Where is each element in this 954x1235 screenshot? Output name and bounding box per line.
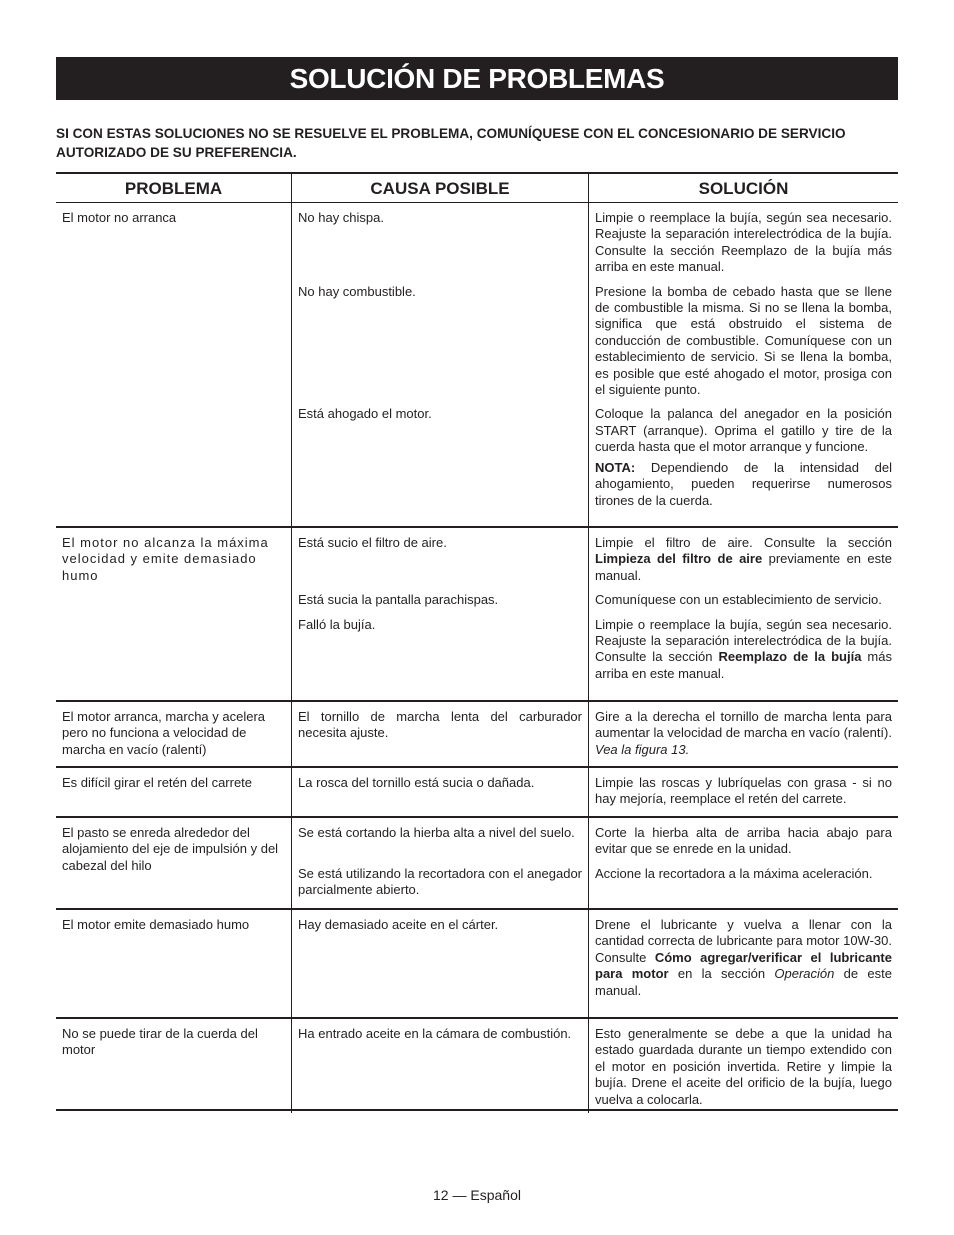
cause-cell: Hay demasiado aceite en el cárter. <box>291 910 588 1017</box>
cause-solution-entry <box>291 528 898 589</box>
solution-paragraph <box>595 825 892 858</box>
cause-solution-entry <box>291 1019 898 1113</box>
solution-cell <box>588 528 898 589</box>
header-solution: SOLUCIÓN <box>588 174 898 202</box>
bold-text: Limpieza del filtro de aire <box>595 551 763 567</box>
solution-text: Limpie las roscas y lubríquelas con grasa - si no hay mejoría, reemplace el retén del carrete. <box>595 775 892 807</box>
solution-cell <box>588 203 898 281</box>
page-title: SOLUCIÓN DE PROBLEMAS <box>56 57 898 100</box>
problem-cell: El motor no alcanza la máxima velocidad y emite demasiado humo <box>62 535 269 583</box>
table-row <box>56 818 898 910</box>
solution-text: Presione la bomba de cebado hasta que se llene de combustible la misma. Si no se llena la bomba, significa que está obstruido el sistema de conducción de combustible. Comuníquese con un establecimiento de servicio. Si se llena la bomba, es posible que esté ahogado el motor, prosiga con el siguiente punto. <box>595 283 892 398</box>
bold-text: Cómo agregar/verificar el lubricante para motor <box>595 949 892 982</box>
solution-paragraph <box>595 284 892 399</box>
solution-cell <box>588 614 898 700</box>
solution-paragraph <box>595 406 892 455</box>
table-row <box>56 528 898 702</box>
solution-paragraph <box>595 775 892 808</box>
solution-paragraph <box>595 917 892 999</box>
problem-cell: El motor arranca, marcha y acelera pero no funciona a velocidad de marcha en vacío (ralentí) <box>62 709 266 757</box>
cause-solution-group <box>291 768 898 816</box>
troubleshooting-table <box>56 172 898 1111</box>
cause-cell: Está sucia la pantalla parachispas. <box>291 589 588 613</box>
problem-cell: El pasto se enreda alrededor del alojamiento del eje de impulsión y del cabezal del hilo <box>62 825 279 873</box>
cause-solution-entry <box>291 818 898 863</box>
cause-solution-entry <box>291 403 898 526</box>
cause-cell: Falló la bujía. <box>291 614 588 700</box>
solution-paragraph <box>595 535 892 584</box>
cause-cell: La rosca del tornillo está sucia o dañada. <box>291 768 588 816</box>
solution-paragraph <box>595 617 892 683</box>
solution-paragraph <box>595 460 892 509</box>
solution-paragraph <box>595 866 892 882</box>
header-problem: PROBLEMA <box>124 179 223 198</box>
cause-solution-group <box>291 702 898 766</box>
problem-cell: Es difícil girar el retén del carrete <box>62 775 253 790</box>
cause-solution-entry <box>291 910 898 1017</box>
cause-solution-group <box>291 203 898 526</box>
italic-text: Vea la figura 13. <box>595 741 690 757</box>
solution-text: Accione la recortadora a la máxima aceleración. <box>595 865 873 881</box>
table-row <box>56 910 898 1019</box>
solution-text: Drene el lubricante y vuelva a llenar con la cantidad correcta de lubricante para motor 10W-30. Consulte <box>595 917 892 965</box>
table-row <box>56 702 898 768</box>
table-row <box>56 1019 898 1111</box>
italic-text: Operación <box>774 966 835 982</box>
cause-solution-entry <box>291 281 898 404</box>
solution-text: en la sección <box>668 966 775 982</box>
problem-cell: El motor no arranca <box>62 210 177 225</box>
solution-cell <box>588 702 898 766</box>
cause-cell: Se está utilizando la recortadora con el anegador parcialmente abierto. <box>291 863 588 908</box>
solution-cell <box>588 1019 898 1113</box>
solution-paragraph <box>595 1026 892 1108</box>
solution-cell <box>588 768 898 816</box>
bold-text: Reemplazo de la bujía <box>718 649 862 665</box>
cause-solution-group <box>291 910 898 1017</box>
solution-cell <box>588 281 898 404</box>
solution-cell <box>588 403 898 526</box>
cause-solution-entry <box>291 203 898 281</box>
solution-text: más arriba en este manual. <box>595 649 892 681</box>
problem-cell: No se puede tirar de la cuerda del motor <box>62 1026 258 1058</box>
table-row <box>56 768 898 818</box>
cause-cell: No hay combustible. <box>291 281 588 404</box>
cause-solution-entry <box>291 589 898 613</box>
cause-solution-group <box>291 528 898 700</box>
solution-text: Corte la hierba alta de arriba hacia abajo para evitar que se enrede en la unidad. <box>595 825 892 857</box>
solution-text: Coloque la palanca del anegador en la posición START (arranque). Oprima el gatillo y tire de la cuerda hasta que el motor arranque y funcione. <box>595 406 892 455</box>
intro-warning: SI CON ESTAS SOLUCIONES NO SE RESUELVE EL PROBLEMA, COMUNÍQUESE CON EL CONCESIONARIO DE SERVICIO AUTORIZADO DE SU PREFERENCIA. <box>56 126 846 160</box>
cause-cell: Está sucio el filtro de aire. <box>291 528 588 589</box>
solution-text: Limpie el filtro de aire. Consulte la sección <box>595 535 892 550</box>
solution-paragraph <box>595 210 892 276</box>
cause-cell: Está ahogado el motor. <box>291 403 588 526</box>
solution-text: Limpie o reemplace la bujía, según sea necesario. Reajuste la separación interelectródica de la bujía. Consulte la sección Reemplazo de la bujía más arriba en este manual. <box>595 210 892 275</box>
solution-cell <box>588 818 898 863</box>
cause-cell: Ha entrado aceite en la cámara de combustión. <box>291 1019 588 1113</box>
solution-paragraph <box>595 709 892 758</box>
solution-cell <box>588 589 898 613</box>
problem-cell: El motor emite demasiado humo <box>62 917 250 932</box>
solution-cell <box>588 910 898 1017</box>
solution-text: Gire a la derecha el tornillo de marcha lenta para aumentar la velocidad de marcha en vacío (ralentí). <box>595 709 892 741</box>
solution-text: Limpie o reemplace la bujía, según sea necesario. Reajuste la separación interelectródica de la bujía. Consulte la sección <box>595 616 892 665</box>
header-cause: CAUSA POSIBLE <box>291 174 588 202</box>
cause-cell: Se está cortando la hierba alta a nivel del suelo. <box>291 818 588 863</box>
cause-solution-entry <box>291 614 898 700</box>
solution-text: previamente en este manual. <box>595 551 893 583</box>
table-header <box>56 174 898 203</box>
solution-text: de este manual. <box>595 966 892 998</box>
solution-text: Dependiendo de la intensidad del ahogamiento, pueden requerirse numerosos tirones de la cuerda. <box>595 459 892 508</box>
cause-solution-group <box>291 1019 898 1109</box>
bold-text: NOTA: <box>595 459 636 475</box>
solution-text: Comuníquese con un establecimiento de servicio. <box>595 592 882 608</box>
cause-solution-group <box>291 818 898 908</box>
solution-cell <box>588 863 898 908</box>
cause-solution-entry <box>291 768 898 816</box>
cause-cell: El tornillo de marcha lenta del carburador necesita ajuste. <box>291 702 588 766</box>
solution-text: Esto generalmente se debe a que la unidad ha estado guardada durante un tiempo extendido con el motor en posición invertida. Retire y limpie la bujía. Drene el aceite del orificio de la bujía, luego vuelva a colocarla. <box>595 1026 892 1107</box>
cause-cell: No hay chispa. <box>291 203 588 281</box>
solution-paragraph <box>595 592 892 608</box>
cause-solution-entry <box>291 863 898 908</box>
cause-solution-entry <box>291 702 898 766</box>
page-footer: 12 — Español <box>433 1187 521 1203</box>
table-row <box>56 203 898 528</box>
